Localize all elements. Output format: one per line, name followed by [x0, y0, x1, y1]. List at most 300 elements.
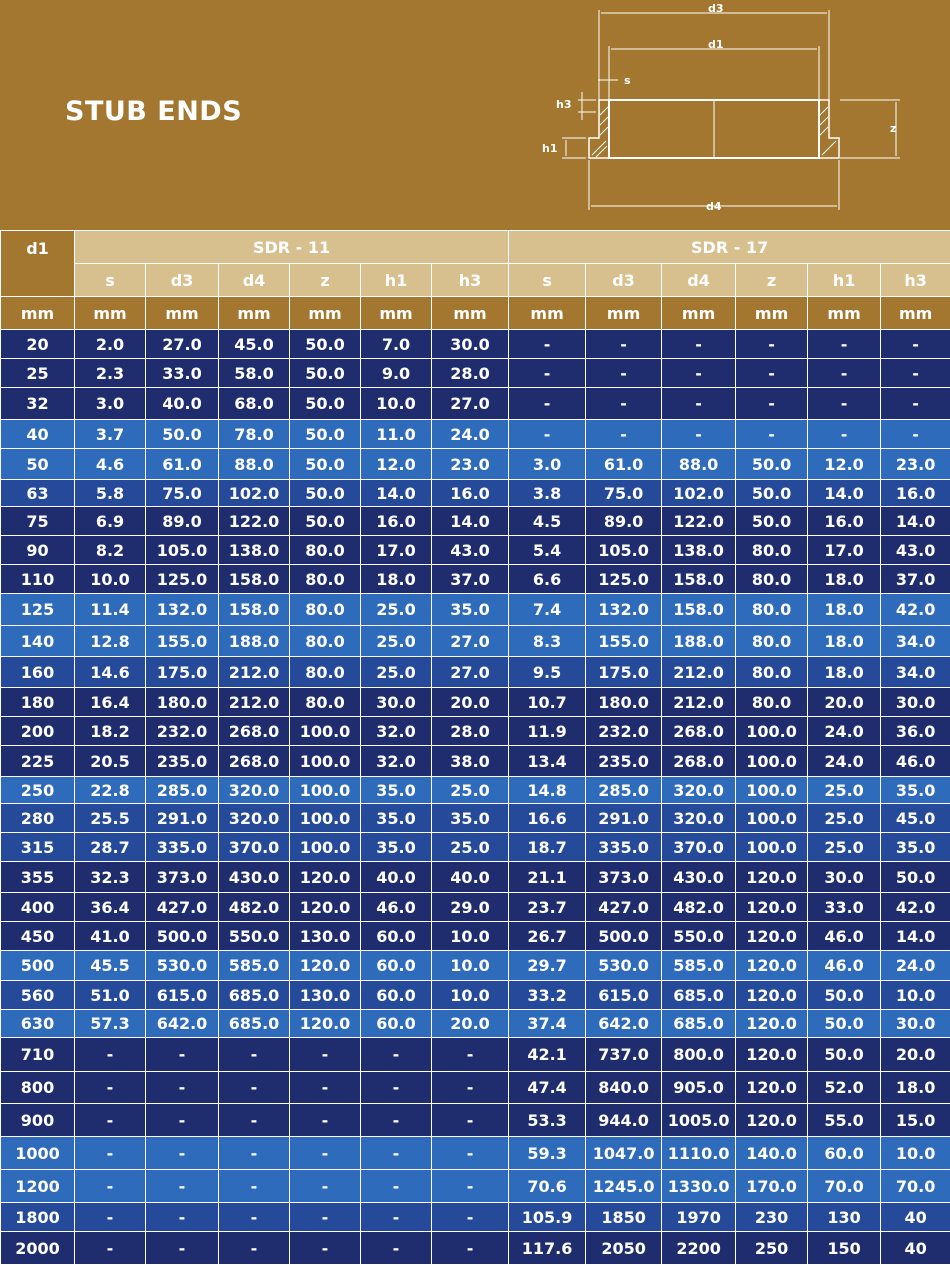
value-cell: 3.0 — [75, 388, 146, 420]
unit-cell: mm — [75, 297, 146, 330]
value-cell: 58.0 — [219, 359, 290, 388]
value-cell: 28.7 — [75, 833, 146, 862]
value-cell: 427.0 — [146, 893, 219, 922]
value-cell: 80.0 — [290, 594, 361, 626]
d1-cell: 63 — [1, 480, 75, 507]
value-cell: - — [808, 330, 881, 359]
value-cell: 50.0 — [808, 1038, 881, 1072]
value-cell: 122.0 — [662, 507, 736, 536]
value-cell: - — [432, 1232, 509, 1265]
value-cell: 35.0 — [881, 777, 950, 804]
unit-cell: mm — [808, 297, 881, 330]
column-header: s — [509, 264, 586, 297]
value-cell: 59.3 — [509, 1137, 586, 1170]
value-cell: - — [509, 388, 586, 420]
value-cell: 500.0 — [146, 922, 219, 951]
value-cell: 20.5 — [75, 746, 146, 777]
value-cell: 36.4 — [75, 893, 146, 922]
value-cell: 43.0 — [432, 536, 509, 565]
d1-cell: 280 — [1, 804, 75, 833]
value-cell: 80.0 — [290, 565, 361, 594]
diagram-label-d1: d1 — [708, 38, 724, 51]
value-cell: 18.2 — [75, 717, 146, 746]
value-cell: 13.4 — [509, 746, 586, 777]
value-cell: 10.0 — [361, 388, 432, 420]
value-cell: - — [432, 1072, 509, 1104]
table-row — [1, 951, 950, 981]
table-row — [1, 746, 950, 777]
value-cell: 335.0 — [586, 833, 662, 862]
value-cell: 120.0 — [290, 893, 361, 922]
value-cell: 25.0 — [361, 626, 432, 657]
value-cell: 51.0 — [75, 981, 146, 1010]
value-cell: 17.0 — [808, 536, 881, 565]
table-row — [1, 922, 950, 951]
value-cell: - — [290, 1137, 361, 1170]
value-cell: 32.0 — [361, 717, 432, 746]
value-cell: 100.0 — [290, 777, 361, 804]
value-cell: 40 — [881, 1232, 950, 1265]
d1-cell: 400 — [1, 893, 75, 922]
value-cell: 130.0 — [290, 981, 361, 1010]
table-row — [1, 1072, 950, 1104]
value-cell: 34.0 — [881, 657, 950, 688]
value-cell: 70.0 — [881, 1170, 950, 1203]
d1-cell: 800 — [1, 1072, 75, 1104]
value-cell: 70.0 — [808, 1170, 881, 1203]
table-row — [1, 657, 950, 688]
value-cell: 800.0 — [662, 1038, 736, 1072]
table-row — [1, 1137, 950, 1170]
value-cell: 30.0 — [808, 862, 881, 893]
value-cell: 50.0 — [146, 420, 219, 449]
table-row — [1, 1010, 950, 1038]
value-cell: 60.0 — [361, 981, 432, 1010]
value-cell: 4.5 — [509, 507, 586, 536]
value-cell: - — [881, 359, 950, 388]
value-cell: - — [146, 1137, 219, 1170]
value-cell: - — [432, 1203, 509, 1232]
value-cell: 212.0 — [219, 657, 290, 688]
table-row — [1, 330, 950, 359]
d1-header: d1 — [1, 231, 75, 297]
value-cell: 120.0 — [736, 1072, 808, 1104]
diagram-label-z: z — [890, 122, 897, 135]
value-cell: 46.0 — [808, 951, 881, 981]
value-cell: 1970 — [662, 1203, 736, 1232]
value-cell: - — [736, 388, 808, 420]
value-cell: - — [662, 359, 736, 388]
value-cell: 100.0 — [736, 746, 808, 777]
d1-cell: 560 — [1, 981, 75, 1010]
d1-cell: 315 — [1, 833, 75, 862]
page-title: STUB ENDS — [65, 96, 243, 127]
value-cell: 12.0 — [808, 449, 881, 480]
value-cell: 2050 — [586, 1232, 662, 1265]
value-cell: 20.0 — [881, 1038, 950, 1072]
value-cell: 10.7 — [509, 688, 586, 717]
value-cell: 61.0 — [146, 449, 219, 480]
value-cell: 45.0 — [881, 804, 950, 833]
value-cell: 132.0 — [146, 594, 219, 626]
d1-cell: 630 — [1, 1010, 75, 1038]
value-cell: 430.0 — [219, 862, 290, 893]
table-row — [1, 594, 950, 626]
table-row — [1, 804, 950, 833]
value-cell: 42.0 — [881, 893, 950, 922]
value-cell: 1047.0 — [586, 1137, 662, 1170]
value-cell: - — [361, 1137, 432, 1170]
value-cell: 23.0 — [432, 449, 509, 480]
value-cell: 530.0 — [146, 951, 219, 981]
value-cell: 6.9 — [75, 507, 146, 536]
value-cell: 100.0 — [736, 777, 808, 804]
value-cell: 38.0 — [432, 746, 509, 777]
value-cell: - — [146, 1170, 219, 1203]
value-cell: 188.0 — [662, 626, 736, 657]
value-cell: 27.0 — [432, 388, 509, 420]
value-cell: 32.3 — [75, 862, 146, 893]
value-cell: - — [432, 1104, 509, 1137]
column-header: s — [75, 264, 146, 297]
value-cell: 14.8 — [509, 777, 586, 804]
column-header-row — [1, 264, 950, 297]
value-cell: 25.5 — [75, 804, 146, 833]
value-cell: - — [290, 1038, 361, 1072]
value-cell: 140.0 — [736, 1137, 808, 1170]
value-cell: 9.5 — [509, 657, 586, 688]
value-cell: 175.0 — [146, 657, 219, 688]
value-cell: 50.0 — [808, 981, 881, 1010]
value-cell: - — [662, 330, 736, 359]
value-cell: 37.4 — [509, 1010, 586, 1038]
value-cell: 130 — [808, 1203, 881, 1232]
value-cell: 35.0 — [881, 833, 950, 862]
value-cell: 25.0 — [808, 777, 881, 804]
value-cell: 120.0 — [290, 951, 361, 981]
value-cell: 285.0 — [586, 777, 662, 804]
value-cell: 27.0 — [432, 626, 509, 657]
value-cell: - — [432, 1170, 509, 1203]
value-cell: 35.0 — [361, 804, 432, 833]
table-row — [1, 536, 950, 565]
value-cell: 11.9 — [509, 717, 586, 746]
value-cell: 33.2 — [509, 981, 586, 1010]
value-cell: 78.0 — [219, 420, 290, 449]
unit-cell: mm — [290, 297, 361, 330]
value-cell: - — [509, 420, 586, 449]
value-cell: 14.0 — [808, 480, 881, 507]
table-row — [1, 1104, 950, 1137]
value-cell: 100.0 — [736, 717, 808, 746]
value-cell: 14.6 — [75, 657, 146, 688]
table-row — [1, 1170, 950, 1203]
value-cell: 335.0 — [146, 833, 219, 862]
value-cell: 102.0 — [662, 480, 736, 507]
value-cell: 370.0 — [662, 833, 736, 862]
value-cell: 5.8 — [75, 480, 146, 507]
d1-cell: 50 — [1, 449, 75, 480]
d1-cell: 32 — [1, 388, 75, 420]
value-cell: 530.0 — [586, 951, 662, 981]
value-cell: - — [808, 420, 881, 449]
diagram-label-d3: d3 — [708, 2, 724, 15]
d1-cell: 180 — [1, 688, 75, 717]
value-cell: 250 — [736, 1232, 808, 1265]
value-cell: 120.0 — [736, 922, 808, 951]
value-cell: - — [290, 1232, 361, 1265]
value-cell: 685.0 — [662, 1010, 736, 1038]
value-cell: 370.0 — [219, 833, 290, 862]
value-cell: 285.0 — [146, 777, 219, 804]
group-header-row — [1, 231, 950, 264]
value-cell: 14.0 — [361, 480, 432, 507]
value-cell: 2200 — [662, 1232, 736, 1265]
unit-cell: mm — [736, 297, 808, 330]
column-header: h1 — [361, 264, 432, 297]
value-cell: 685.0 — [219, 1010, 290, 1038]
value-cell: 102.0 — [219, 480, 290, 507]
value-cell: 10.0 — [881, 981, 950, 1010]
value-cell: - — [219, 1170, 290, 1203]
column-header: d4 — [219, 264, 290, 297]
diagram-label-d4: d4 — [706, 200, 722, 213]
value-cell: 3.0 — [509, 449, 586, 480]
value-cell: 80.0 — [736, 626, 808, 657]
d1-cell: 90 — [1, 536, 75, 565]
value-cell: - — [662, 388, 736, 420]
value-cell: 16.0 — [432, 480, 509, 507]
d1-cell: 25 — [1, 359, 75, 388]
value-cell: 1005.0 — [662, 1104, 736, 1137]
value-cell: 120.0 — [736, 893, 808, 922]
value-cell: 1245.0 — [586, 1170, 662, 1203]
value-cell: - — [361, 1232, 432, 1265]
value-cell: 1850 — [586, 1203, 662, 1232]
value-cell: 50.0 — [290, 480, 361, 507]
value-cell: 18.0 — [808, 626, 881, 657]
value-cell: 212.0 — [219, 688, 290, 717]
d1-cell: 500 — [1, 951, 75, 981]
table-row — [1, 1038, 950, 1072]
value-cell: 120.0 — [736, 951, 808, 981]
value-cell: 30.0 — [881, 688, 950, 717]
value-cell: - — [219, 1072, 290, 1104]
value-cell: 33.0 — [146, 359, 219, 388]
value-cell: - — [808, 359, 881, 388]
value-cell: - — [361, 1104, 432, 1137]
value-cell: 25.0 — [808, 833, 881, 862]
value-cell: - — [219, 1137, 290, 1170]
table-row — [1, 833, 950, 862]
value-cell: 120.0 — [290, 862, 361, 893]
value-cell: 30.0 — [361, 688, 432, 717]
value-cell: - — [146, 1072, 219, 1104]
value-cell: 840.0 — [586, 1072, 662, 1104]
table-row — [1, 480, 950, 507]
table-row — [1, 688, 950, 717]
value-cell: 35.0 — [361, 833, 432, 862]
value-cell: 180.0 — [146, 688, 219, 717]
diagram-label-h1: h1 — [542, 142, 558, 155]
value-cell: 40.0 — [361, 862, 432, 893]
value-cell: 24.0 — [808, 717, 881, 746]
value-cell: 60.0 — [361, 951, 432, 981]
value-cell: 100.0 — [290, 804, 361, 833]
column-header: h3 — [432, 264, 509, 297]
value-cell: 585.0 — [219, 951, 290, 981]
value-cell: 7.4 — [509, 594, 586, 626]
unit-cell: mm — [361, 297, 432, 330]
value-cell: 291.0 — [586, 804, 662, 833]
column-header: d3 — [586, 264, 662, 297]
value-cell: 615.0 — [586, 981, 662, 1010]
value-cell: 89.0 — [146, 507, 219, 536]
column-header: h1 — [808, 264, 881, 297]
value-cell: 22.8 — [75, 777, 146, 804]
value-cell: 16.4 — [75, 688, 146, 717]
value-cell: 320.0 — [662, 804, 736, 833]
value-cell: 53.3 — [509, 1104, 586, 1137]
value-cell: 80.0 — [736, 536, 808, 565]
table-row — [1, 565, 950, 594]
value-cell: 47.4 — [509, 1072, 586, 1104]
value-cell: 18.0 — [808, 565, 881, 594]
value-cell: 75.0 — [586, 480, 662, 507]
value-cell: 150 — [808, 1232, 881, 1265]
stub-end-diagram — [540, 0, 950, 230]
unit-cell: mm — [509, 297, 586, 330]
value-cell: 68.0 — [219, 388, 290, 420]
value-cell: 80.0 — [290, 657, 361, 688]
value-cell: 130.0 — [290, 922, 361, 951]
diagram-label-s: s — [624, 74, 631, 87]
d1-cell: 140 — [1, 626, 75, 657]
value-cell: 212.0 — [662, 657, 736, 688]
value-cell: 33.0 — [808, 893, 881, 922]
value-cell: 24.0 — [808, 746, 881, 777]
value-cell: 46.0 — [361, 893, 432, 922]
value-cell: 70.6 — [509, 1170, 586, 1203]
value-cell: - — [586, 330, 662, 359]
value-cell: 291.0 — [146, 804, 219, 833]
value-cell: 18.0 — [881, 1072, 950, 1104]
value-cell: 482.0 — [662, 893, 736, 922]
value-cell: 7.0 — [361, 330, 432, 359]
value-cell: 120.0 — [736, 1038, 808, 1072]
unit-cell: mm — [146, 297, 219, 330]
d1-cell: 20 — [1, 330, 75, 359]
value-cell: 25.0 — [432, 777, 509, 804]
value-cell: 14.0 — [881, 507, 950, 536]
value-cell: - — [432, 1137, 509, 1170]
value-cell: 1330.0 — [662, 1170, 736, 1203]
value-cell: - — [219, 1232, 290, 1265]
column-header: z — [736, 264, 808, 297]
value-cell: 18.0 — [808, 594, 881, 626]
value-cell: 16.0 — [881, 480, 950, 507]
table-row — [1, 388, 950, 420]
group-header: SDR - 11 — [75, 231, 509, 264]
value-cell: 685.0 — [662, 981, 736, 1010]
value-cell: 50.0 — [736, 449, 808, 480]
d1-cell: 110 — [1, 565, 75, 594]
d1-cell: 125 — [1, 594, 75, 626]
value-cell: 80.0 — [736, 565, 808, 594]
value-cell: 120.0 — [736, 1104, 808, 1137]
value-cell: - — [75, 1038, 146, 1072]
value-cell: - — [361, 1072, 432, 1104]
unit-cell: mm — [219, 297, 290, 330]
value-cell: 35.0 — [432, 594, 509, 626]
value-cell: - — [219, 1038, 290, 1072]
value-cell: 122.0 — [219, 507, 290, 536]
table-row — [1, 1203, 950, 1232]
value-cell: 25.0 — [361, 657, 432, 688]
value-cell: 57.3 — [75, 1010, 146, 1038]
value-cell: 100.0 — [736, 833, 808, 862]
value-cell: 29.7 — [509, 951, 586, 981]
value-cell: 105.9 — [509, 1203, 586, 1232]
value-cell: - — [736, 420, 808, 449]
value-cell: 17.0 — [361, 536, 432, 565]
value-cell: 60.0 — [361, 922, 432, 951]
value-cell: - — [361, 1038, 432, 1072]
value-cell: 50.0 — [736, 507, 808, 536]
value-cell: 18.7 — [509, 833, 586, 862]
value-cell: 75.0 — [146, 480, 219, 507]
d1-cell: 2000 — [1, 1232, 75, 1265]
value-cell: 18.0 — [361, 565, 432, 594]
value-cell: 120.0 — [736, 1010, 808, 1038]
value-cell: 212.0 — [662, 688, 736, 717]
value-cell: 55.0 — [808, 1104, 881, 1137]
value-cell: - — [808, 388, 881, 420]
value-cell: 550.0 — [219, 922, 290, 951]
value-cell: 23.7 — [509, 893, 586, 922]
value-cell: 12.8 — [75, 626, 146, 657]
table-row — [1, 981, 950, 1010]
value-cell: 10.0 — [881, 1137, 950, 1170]
value-cell: - — [881, 420, 950, 449]
value-cell: 117.6 — [509, 1232, 586, 1265]
value-cell: 50.0 — [881, 862, 950, 893]
value-cell: 642.0 — [586, 1010, 662, 1038]
value-cell: 11.4 — [75, 594, 146, 626]
value-cell: - — [432, 1038, 509, 1072]
value-cell: 737.0 — [586, 1038, 662, 1072]
value-cell: 8.2 — [75, 536, 146, 565]
value-cell: 10.0 — [75, 565, 146, 594]
value-cell: 60.0 — [361, 1010, 432, 1038]
value-cell: 175.0 — [586, 657, 662, 688]
value-cell: 158.0 — [662, 594, 736, 626]
value-cell: 482.0 — [219, 893, 290, 922]
value-cell: 585.0 — [662, 951, 736, 981]
value-cell: 232.0 — [586, 717, 662, 746]
diagram-label-h3: h3 — [556, 98, 572, 111]
value-cell: 120.0 — [736, 862, 808, 893]
d1-cell: 1200 — [1, 1170, 75, 1203]
value-cell: - — [509, 359, 586, 388]
value-cell: 25.0 — [361, 594, 432, 626]
value-cell: - — [361, 1170, 432, 1203]
value-cell: 10.0 — [432, 981, 509, 1010]
value-cell: 100.0 — [290, 746, 361, 777]
value-cell: 15.0 — [881, 1104, 950, 1137]
value-cell: 188.0 — [219, 626, 290, 657]
value-cell: 125.0 — [586, 565, 662, 594]
